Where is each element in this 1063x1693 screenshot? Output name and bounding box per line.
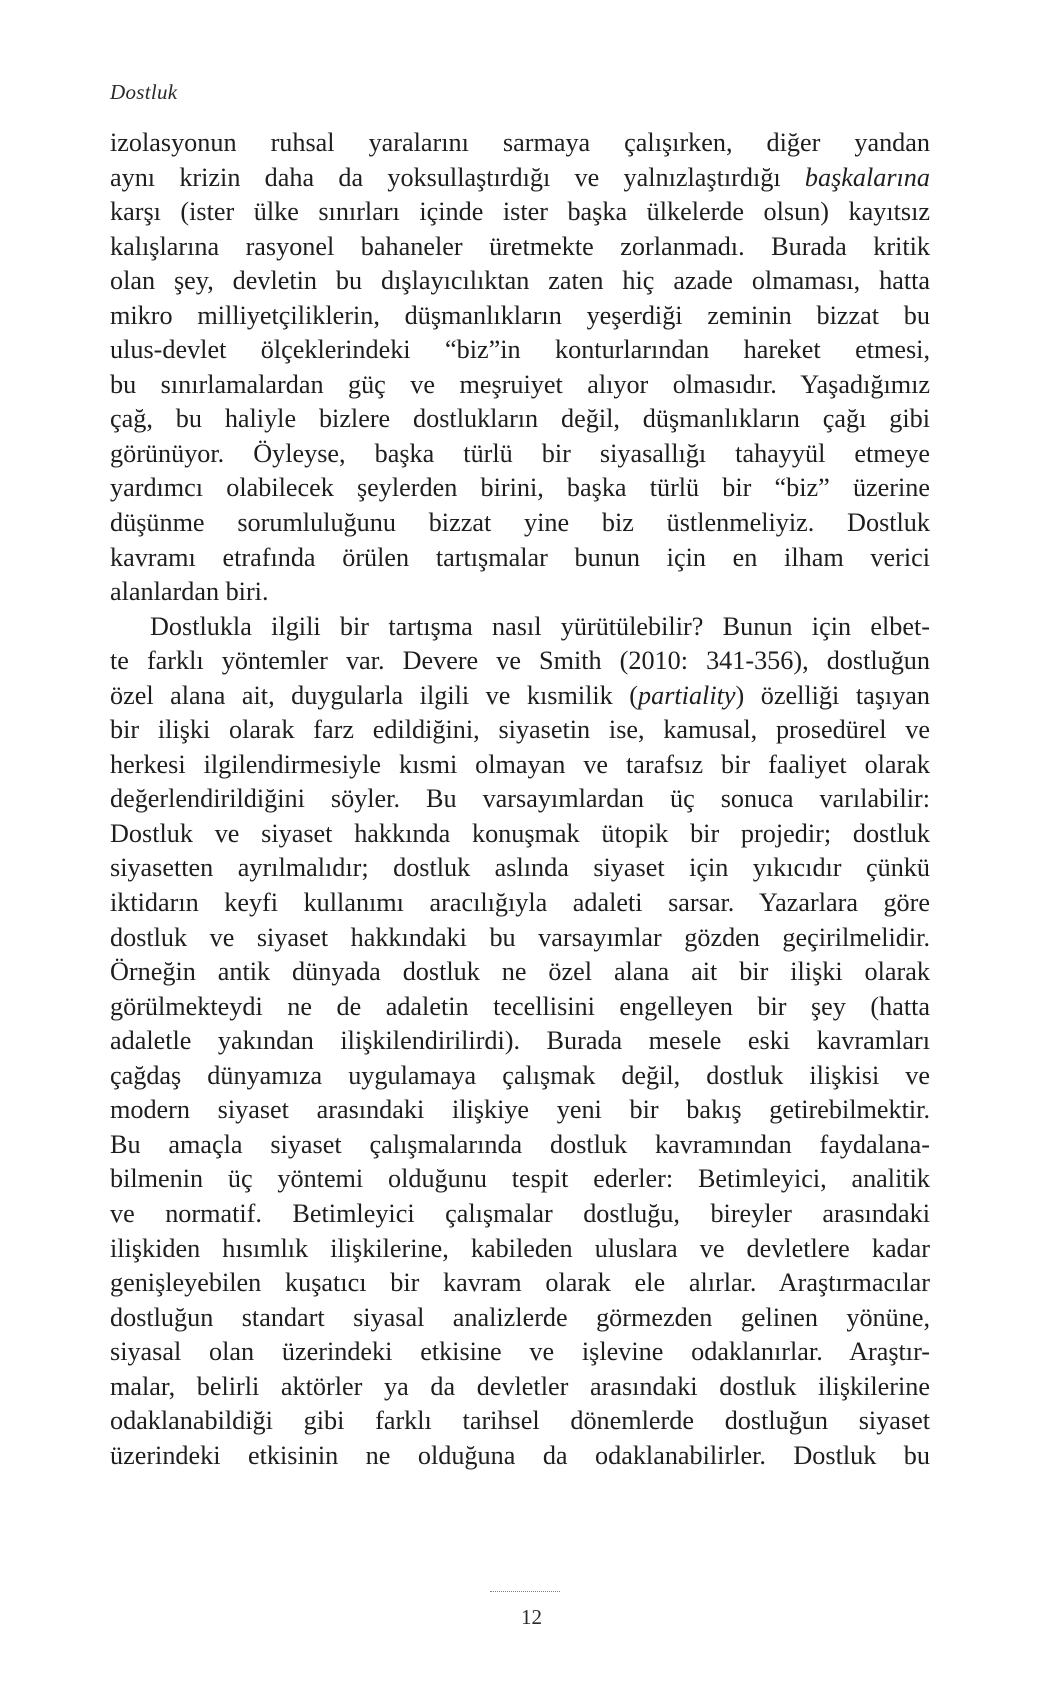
- text-line: [110, 264, 930, 299]
- text-run: iktidarın keyfi kullanımı aracılığıyla adaleti sarsar. Yazarlara göre: [110, 888, 930, 918]
- text-line: [110, 1162, 930, 1197]
- text-run: kalışlarına rasyonel bahaneler üretmekte zorlanmadı. Burada kritik: [110, 231, 930, 261]
- text-run: ulus-devlet ölçeklerindeki “biz”in konturlarından hareket etmesi,: [110, 335, 930, 365]
- text-run: Dostlukla ilgili bir tartışma nasıl yürütülebilir? Bunun için elbet-: [150, 611, 930, 641]
- text-line: [110, 610, 930, 645]
- text-line: [110, 541, 930, 576]
- text-run: ) özelliği taşıyan: [735, 680, 931, 710]
- text-run: siyasal olan üzerindeki etkisine ve işlevine odaklanırlar. Araştır-: [110, 1337, 930, 1367]
- text-line: [110, 1197, 930, 1232]
- text-run: odaklanabildiği gibi farklı tarihsel dönemlerde dostluğun siyaset: [110, 1406, 930, 1436]
- text-run: genişleyebilen kuşatıcı bir kavram olarak ele alırlar. Araştırmacılar: [110, 1268, 930, 1298]
- text-run: herkesi ilgilendirmesiyle kısmi olmayan ve tarafsız bir faaliyet olarak: [110, 749, 930, 779]
- italic-text-run: başkalarına: [804, 162, 930, 192]
- text-line: [110, 230, 930, 265]
- text-run: siyasetten ayrılmalıdır; dostluk aslında siyaset için yıkıcıdır çünkü: [110, 853, 930, 883]
- text-line: [110, 851, 930, 886]
- text-run: te farklı yöntemler var. Devere ve Smith (2010: 341-356), dostluğun: [110, 646, 930, 676]
- text-line: [110, 955, 930, 990]
- text-line: [110, 713, 930, 748]
- text-line: [110, 333, 930, 368]
- text-run: izolasyonun ruhsal yaralarını sarmaya çalışırken, diğer yandan: [110, 128, 930, 157]
- text-line: [110, 1370, 930, 1405]
- text-run: modern siyaset arasındaki ilişkiye yeni bir bakış getirebilmektir.: [110, 1095, 930, 1125]
- text-run: değerlendirildiğini söyler. Bu varsayımlardan üç sonuca varılabilir:: [110, 784, 930, 814]
- text-run: Bu amaçla siyaset çalışmalarında dostluk kavramından faydalana-: [110, 1129, 930, 1159]
- text-line: [110, 368, 930, 403]
- text-run: aynı krizin daha da yoksullaştırdığı ve yalnızlaştırdığı: [110, 162, 805, 192]
- text-line: [110, 126, 930, 161]
- text-line: [110, 1059, 930, 1094]
- footer-divider: [490, 1591, 560, 1592]
- text-line: [110, 1266, 930, 1301]
- page-number: 12: [521, 1605, 542, 1629]
- text-line: [110, 748, 930, 783]
- text-run: mikro milliyetçiliklerin, düşmanlıkların yeşerdiği zeminin bizzat bu: [110, 300, 930, 330]
- text-run: olan şey, devletin bu dışlayıcılıktan zaten hiç azade olmaması, hatta: [110, 266, 930, 296]
- text-run: kavramı etrafında örülen tartışmalar bunun için en ilham verici: [110, 542, 930, 572]
- text-run: üzerindeki etkisinin ne olduğuna da odaklanabilirler. Dostluk bu: [110, 1440, 930, 1470]
- text-run: karşı (ister ülke sınırları içinde ister başka ülkelerde olsun) kayıtsız: [110, 197, 930, 227]
- text-line: [110, 161, 930, 196]
- text-line: [110, 886, 930, 921]
- text-line: [110, 1093, 930, 1128]
- text-line: [110, 402, 930, 437]
- text-line: [110, 817, 930, 852]
- text-line: [110, 1439, 930, 1474]
- text-run: Örneğin antik dünyada dostluk ne özel alana ait bir ilişki olarak: [110, 957, 930, 987]
- body-text: [110, 126, 930, 1473]
- text-run: bilmenin üç yöntemi olduğunu tespit ederler: Betimleyici, analitik: [110, 1164, 930, 1194]
- text-line: [110, 644, 930, 679]
- text-line: [110, 1301, 930, 1336]
- text-line: [110, 1335, 930, 1370]
- text-line: [110, 195, 930, 230]
- text-line: [110, 1404, 930, 1439]
- text-run: bir ilişki olarak farz edildiğini, siyasetin ise, kamusal, prosedürel ve: [110, 715, 930, 745]
- text-line: [110, 471, 930, 506]
- text-run: yardımcı olabilecek şeylerden birini, başka türlü bir “biz” üzerine: [110, 473, 930, 503]
- text-run: dostluk ve siyaset hakkındaki bu varsayımlar gözden geçirilmelidir.: [110, 922, 930, 952]
- text-line: [110, 1024, 930, 1059]
- text-run: çağdaş dünyamıza uygulamaya çalışmak değil, dostluk ilişkisi ve: [110, 1060, 930, 1090]
- text-line: [110, 921, 930, 956]
- italic-text-run: partiality: [638, 680, 736, 710]
- text-run: alanlardan biri.: [110, 577, 269, 607]
- text-run: düşünme sorumluluğunu bizzat yine biz üstlenmeliyiz. Dostluk: [110, 508, 930, 538]
- text-run: görünüyor. Öyleyse, başka türlü bir siyasallığı tahayyül etmeye: [110, 438, 930, 468]
- text-run: ilişkiden hısımlık ilişkilerine, kabileden uluslara ve devletlere kadar: [110, 1233, 930, 1263]
- text-line: [110, 437, 930, 472]
- text-run: çağ, bu haliyle bizlere dostlukların değil, düşmanlıkların çağı gibi: [110, 404, 930, 434]
- text-run: ve normatif. Betimleyici çalışmalar dostluğu, bireyler arasındaki: [110, 1198, 930, 1228]
- text-run: malar, belirli aktörler ya da devletler arasındaki dostluk ilişkilerine: [110, 1371, 930, 1401]
- text-run: dostluğun standart siyasal analizlerde görmezden gelinen yönüne,: [110, 1302, 930, 1332]
- text-line: [110, 299, 930, 334]
- text-run: görülmekteydi ne de adaletin tecellisini engelleyen bir şey (hatta: [110, 991, 930, 1021]
- text-run: bu sınırlamalardan güç ve meşruiyet alıyor olmasıdır. Yaşadığımız: [110, 369, 930, 399]
- text-line: [110, 679, 930, 714]
- text-line: [110, 990, 930, 1025]
- text-line: [110, 1128, 930, 1163]
- running-header: Dostluk: [110, 80, 178, 104]
- text-run: özel alana ait, duygularla ilgili ve kısmilik (: [110, 680, 639, 710]
- text-line: [110, 782, 930, 817]
- text-run: Dostluk ve siyaset hakkında konuşmak ütopik bir projedir; dostluk: [110, 818, 930, 848]
- text-run: adaletle yakından ilişkilendirilirdi). Burada mesele eski kavramları: [110, 1026, 930, 1056]
- text-line: [110, 1232, 930, 1267]
- text-line: [110, 506, 930, 541]
- text-line: [110, 575, 930, 610]
